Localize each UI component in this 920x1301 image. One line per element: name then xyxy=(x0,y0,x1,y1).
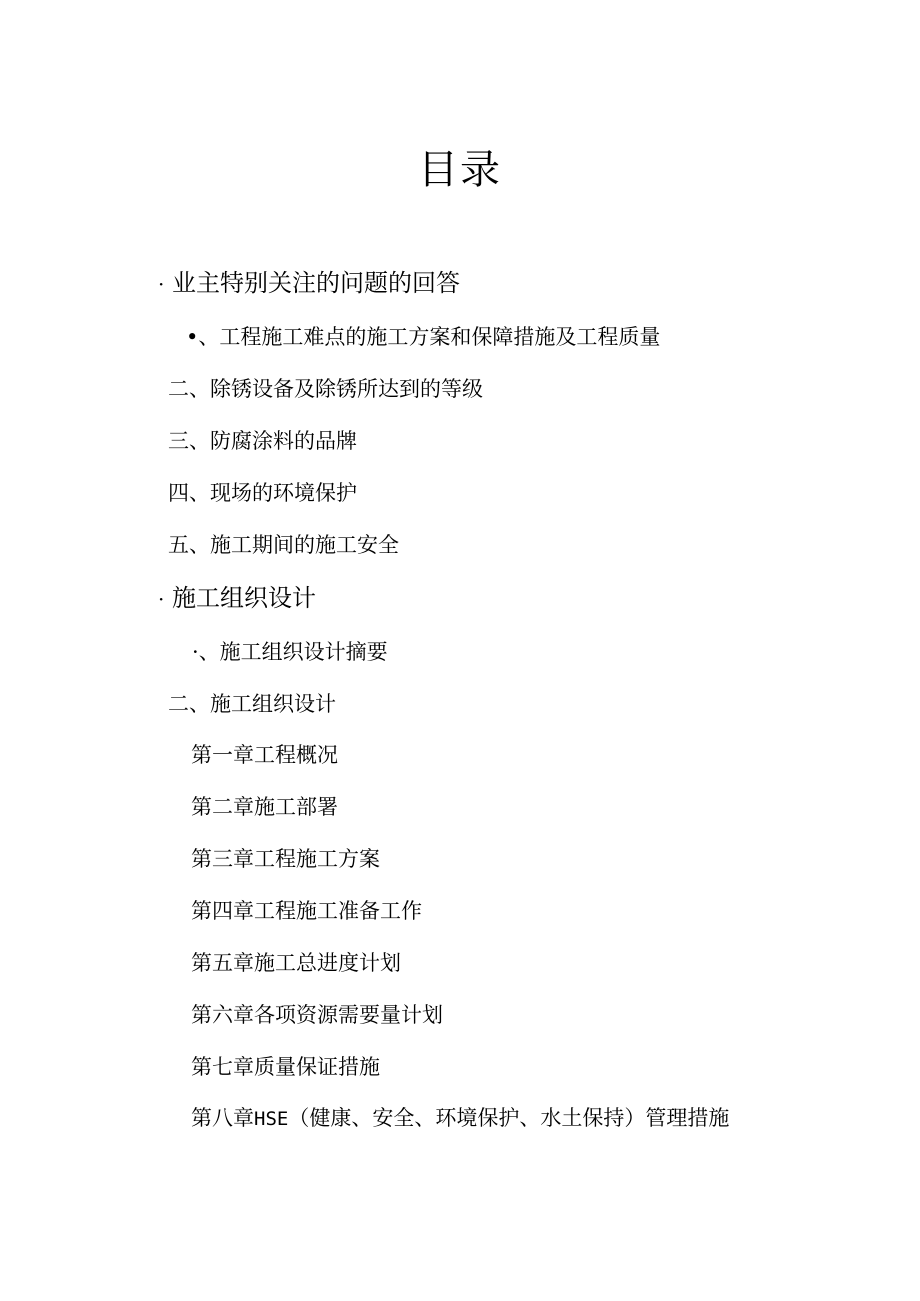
toc-chapter-label: 第七章质量保证措施 xyxy=(191,1055,380,1079)
toc-chapter-label: 第五章施工总进度计划 xyxy=(191,951,401,975)
bullet-mark: • xyxy=(186,325,199,349)
toc-item-1-1[interactable] xyxy=(186,323,660,351)
toc-chapter-label: 第六章各项资源需要量计划 xyxy=(191,1003,443,1027)
toc-item-1-4[interactable] xyxy=(168,479,357,507)
toc-chapter-5[interactable] xyxy=(191,949,401,977)
toc-chapter-label: （健康、安全、环境保护、水土保持）管理措施 xyxy=(288,1106,730,1130)
bullet-mark: · xyxy=(158,272,165,296)
toc-item-label: 二、除锈设备及除锈所达到的等级 xyxy=(168,377,483,401)
toc-section-1-label: 业主特别关注的问题的回答 xyxy=(172,269,460,297)
toc-chapter-label: 第一章工程概况 xyxy=(191,743,338,767)
bullet-mark: · xyxy=(192,640,199,664)
toc-item-2-2[interactable] xyxy=(168,690,336,718)
toc-item-1-3[interactable] xyxy=(168,427,357,455)
toc-chapter-2[interactable] xyxy=(191,793,338,821)
toc-chapter-6[interactable] xyxy=(191,1001,443,1029)
toc-chapter-label: 第二章施工部署 xyxy=(191,795,338,819)
toc-section-2[interactable] xyxy=(158,583,316,614)
toc-item-1-5[interactable] xyxy=(168,531,399,559)
toc-chapter-4[interactable] xyxy=(191,897,422,925)
bullet-mark: · xyxy=(158,587,165,611)
toc-chapter-1[interactable] xyxy=(191,741,338,769)
toc-item-label: 四、现场的环境保护 xyxy=(168,481,357,505)
page-title: 目录 xyxy=(418,147,502,193)
toc-item-1-2[interactable] xyxy=(168,375,483,403)
toc-section-1[interactable] xyxy=(158,268,460,299)
toc-item-label: 、施工组织设计摘要 xyxy=(198,640,388,664)
toc-item-label: 二、施工组织设计 xyxy=(168,692,336,716)
toc-item-label: 三、防腐涂料的品牌 xyxy=(168,429,357,453)
toc-chapter-8[interactable] xyxy=(191,1104,729,1133)
toc-item-label: 五、施工期间的施工安全 xyxy=(168,533,399,557)
toc-chapter-label: 第四章工程施工准备工作 xyxy=(191,899,422,923)
toc-chapter-label: 第三章工程施工方案 xyxy=(191,847,380,871)
toc-chapter-prefix: 第八章 xyxy=(191,1106,254,1130)
toc-section-2-label: 施工组织设计 xyxy=(172,584,316,612)
toc-item-2-1[interactable] xyxy=(192,638,388,666)
toc-item-label: 、工程施工难点的施工方案和保障措施及工程质量 xyxy=(198,325,661,349)
toc-chapter-code: HSE xyxy=(254,1108,289,1130)
toc-chapter-7[interactable] xyxy=(191,1053,380,1081)
toc-chapter-3[interactable] xyxy=(191,845,380,873)
